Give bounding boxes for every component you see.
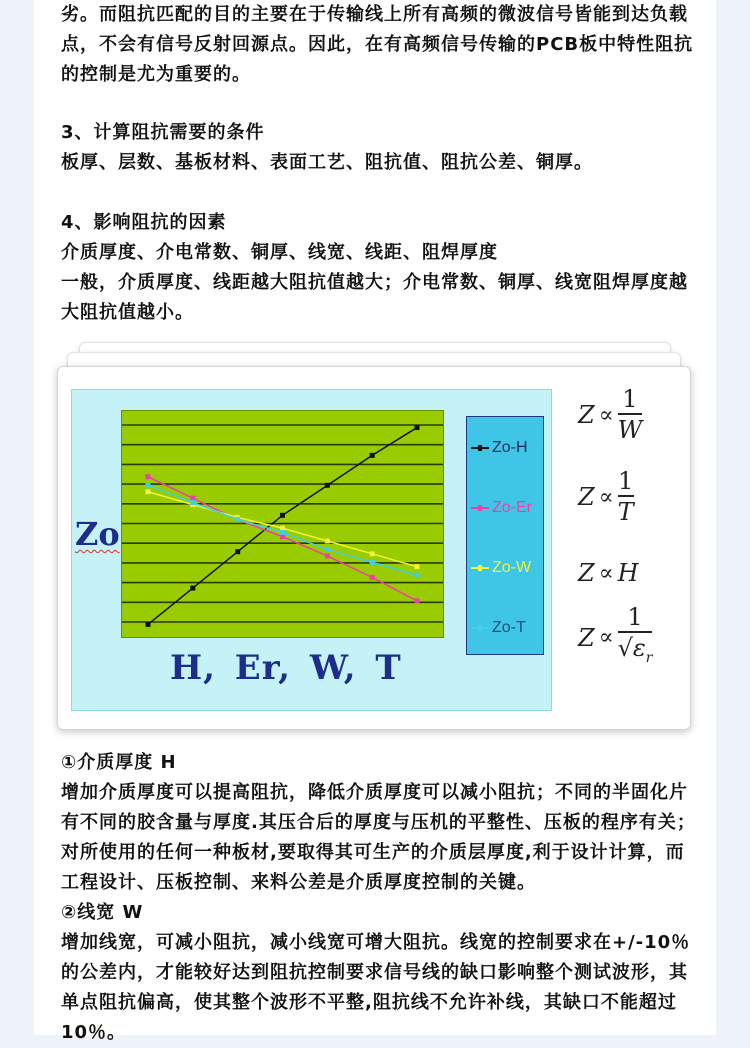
data-point-zo-w bbox=[415, 564, 420, 569]
formula-z-er: Z ∝ $\frac{1}{√\varepsilon_r}$ bbox=[578, 603, 653, 666]
data-point-zo-t bbox=[235, 517, 240, 522]
formula-z-h: Z ∝ H bbox=[578, 559, 639, 587]
data-point-zo-h bbox=[235, 549, 240, 554]
data-point-zo-h bbox=[280, 513, 285, 518]
data-point-zo-w bbox=[370, 551, 375, 556]
formula-z-t: Z ∝ $\frac{1}{T}$ bbox=[578, 467, 634, 526]
legend-label: Zo-H bbox=[492, 439, 528, 456]
data-point-zo-er bbox=[415, 598, 420, 603]
legend-swatch bbox=[471, 447, 489, 449]
data-point-zo-h bbox=[370, 453, 375, 458]
legend-label: Zo-W bbox=[492, 559, 532, 576]
legend-item-zo-er bbox=[471, 499, 532, 517]
chart-y-label: Zo bbox=[75, 515, 120, 553]
chart-legend bbox=[466, 416, 544, 655]
data-point-zo-w bbox=[325, 538, 330, 543]
legend-swatch bbox=[471, 567, 489, 569]
data-point-zo-t bbox=[325, 547, 330, 552]
figure-frame bbox=[57, 366, 691, 730]
data-point-zo-t bbox=[280, 530, 285, 535]
h-body: 增加介质厚度可以提高阻抗，降低介质厚度可以减小阻抗；不同的半固化片有不同的胶含量与厚度.其压合后的厚度与压机的平整性、压板的程序有关；对所使用的任何一种板材,要取得其可生产的介质层厚度,利于设计计算，而工程设计、压板控制、来料公差是介质厚度控制的关键。 bbox=[61, 782, 696, 893]
impedance-figure bbox=[57, 342, 691, 734]
legend-swatch bbox=[471, 507, 489, 509]
data-point-zo-t bbox=[415, 573, 420, 578]
legend-item-zo-h bbox=[471, 439, 528, 457]
legend-label: Zo-T bbox=[492, 619, 526, 636]
section-4-body: 一般，介质厚度、线距越大阻抗值越大；介电常数、铜厚、线宽阻焊厚度越大阻抗值越小。 bbox=[61, 272, 688, 323]
section-3-title: 3、计算阻抗需要的条件 bbox=[61, 122, 265, 143]
legend-swatch bbox=[471, 627, 489, 629]
data-point-zo-er bbox=[370, 575, 375, 580]
w-body: 增加线宽，可减小阻抗，减小线宽可增大阻抗。线宽的控制要求在+/-10％的公差内，才能较好达到阻抗控制要求信号线的缺口影响整个测试波形，其单点阻抗偏高，使其整个波形不平整,阻抗线不允许补线，其缺口不能超过10％。 bbox=[61, 932, 691, 1043]
chart-svg bbox=[122, 411, 443, 637]
data-point-zo-t bbox=[190, 500, 195, 505]
data-point-zo-er bbox=[146, 474, 151, 479]
legend-item-zo-t bbox=[471, 619, 526, 637]
formula-z-w: Z ∝ $\frac{1}{W}$ bbox=[578, 385, 643, 444]
w-title: ②线宽 W bbox=[61, 902, 144, 923]
data-point-zo-h bbox=[190, 586, 195, 591]
data-point-zo-w bbox=[280, 526, 285, 531]
section-3-body: 板厚、层数、基板材料、表面工艺、阻抗值、阻抗公差、铜厚。 bbox=[61, 152, 593, 173]
legend-label: Zo-Er bbox=[492, 499, 532, 516]
legend-item-zo-w bbox=[471, 559, 531, 577]
section-4-factors: 介质厚度、介电常数、铜厚、线宽、线距、阻焊厚度 bbox=[61, 242, 498, 263]
data-point-zo-h bbox=[325, 483, 330, 488]
data-point-zo-er bbox=[280, 534, 285, 539]
data-point-zo-h bbox=[415, 425, 420, 430]
data-point-zo-er bbox=[325, 553, 330, 558]
section-4-title: 4、影响阻抗的因素 bbox=[61, 212, 227, 233]
data-point-zo-t bbox=[370, 560, 375, 565]
data-point-zo-h bbox=[146, 622, 151, 627]
chart-plot-area bbox=[121, 410, 444, 638]
chart-panel bbox=[71, 389, 552, 711]
data-point-zo-er bbox=[190, 496, 195, 501]
chart-x-label: H, Er, W, T bbox=[170, 648, 402, 688]
data-point-zo-w bbox=[146, 489, 151, 494]
h-title: ①介质厚度 H bbox=[61, 752, 177, 773]
intro-paragraph: 劣。而阻抗匹配的目的主要在于传输线上所有高频的微波信号皆能到达负载点，不会有信号反射回源点。因此，在有高频信号传输的PCB板中特性阻抗的控制是尤为重要的。 bbox=[61, 4, 694, 85]
data-point-zo-t bbox=[146, 483, 151, 488]
